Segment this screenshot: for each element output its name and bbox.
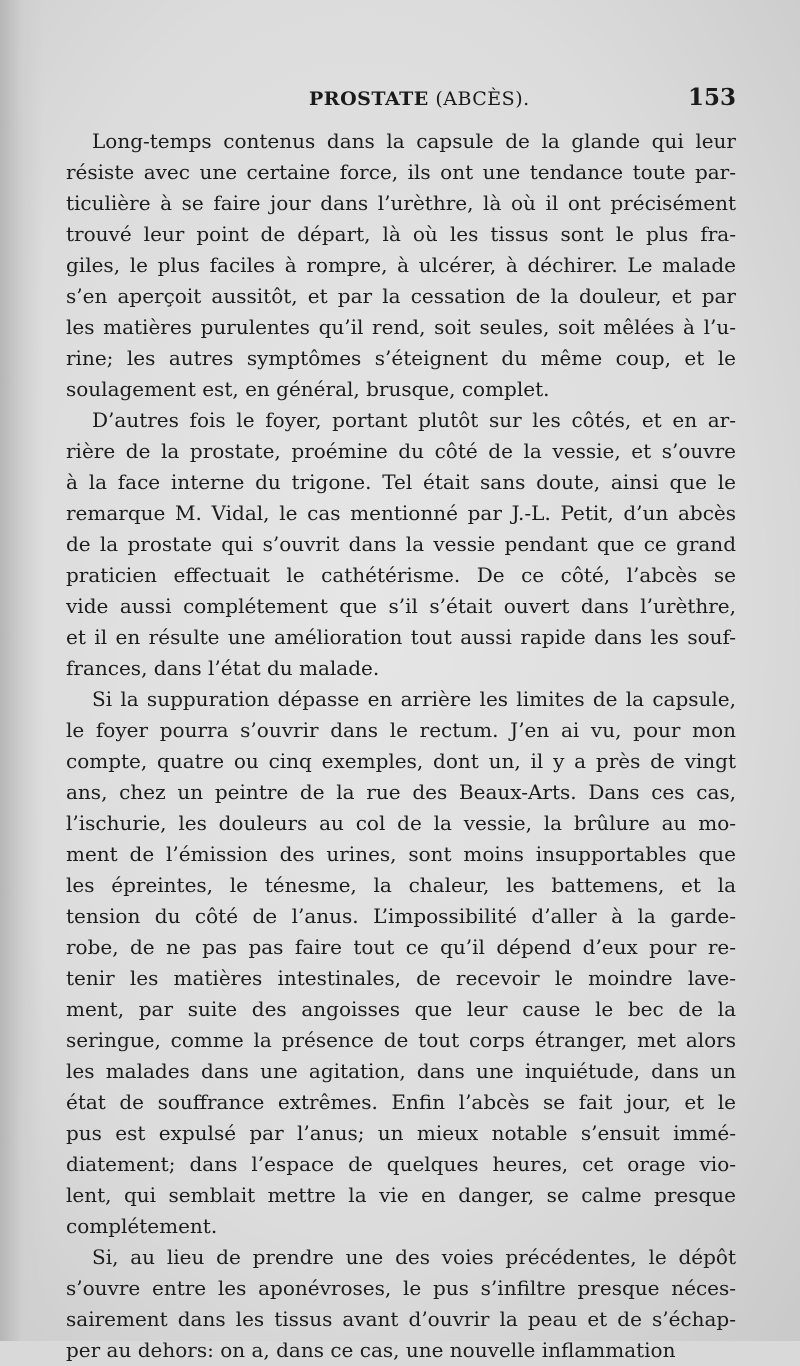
text-line: Long-temps contenus dans la capsule de la glande qui leur <box>92 129 736 153</box>
text-line: de la prostate qui s’ouvrit dans la vessie pendant que ce grand <box>66 532 736 556</box>
text-line: les malades dans une agitation, dans une inquiétude, dans un <box>66 1059 736 1083</box>
running-head-title: PROSTATE <box>309 88 429 110</box>
text-line: robe, de ne pas pas faire tout ce qu’il dépend d’eux pour re- <box>66 935 736 959</box>
text-line: complétement. <box>66 1214 218 1238</box>
text-line: Si la suppuration dépasse en arrière les limites de la capsule, <box>92 687 736 711</box>
text-line: ans, chez un peintre de la rue des Beaux-Arts. Dans ces cas, <box>66 780 736 804</box>
text-line: le foyer pourra s’ouvrir dans le rectum. J’en ai vu, pour mon <box>66 718 736 742</box>
paragraph <box>66 405 736 684</box>
text-line: sairement dans les tissus avant d’ouvrir la peau et de s’échap- <box>66 1307 736 1331</box>
text-line: frances, dans l’état du malade. <box>66 656 380 680</box>
text-line: état de souffrance extrêmes. Enfin l’abcès se fait jour, et le <box>66 1090 736 1114</box>
page-number: 153 <box>687 84 736 111</box>
text-line: per au dehors: on a, dans ce cas, une nouvelle inflammation <box>66 1338 676 1362</box>
text-line: résiste avec une certaine force, ils ont une tendance toute par- <box>66 160 736 184</box>
text-line: les matières purulentes qu’il rend, soit seules, soit mêlées à l’u- <box>66 315 736 339</box>
page-header <box>66 84 736 118</box>
text-line: compte, quatre ou cinq exemples, dont un, il y a près de vingt <box>66 749 736 773</box>
text-line: vide aussi complétement que s’il s’était ouvert dans l’urèthre, <box>66 594 736 618</box>
paragraph <box>66 684 736 1242</box>
text-line: remarque M. Vidal, le cas mentionné par J.-L. Petit, d’un abcès <box>66 501 736 525</box>
text-line: et il en résulte une amélioration tout aussi rapide dans les souf- <box>66 625 736 649</box>
text-line: s’ouvre entre les aponévroses, le pus s’infiltre presque néces- <box>66 1276 736 1300</box>
text-line: tension du côté de l’anus. L’impossibilité d’aller à la garde- <box>66 904 736 928</box>
text-line: ticulière à se faire jour dans l’urèthre, là où il ont précisément <box>66 191 736 215</box>
text-line: à la face interne du trigone. Tel était sans doute, ainsi que le <box>66 470 736 494</box>
text-line: ment, par suite des angoisses que leur cause le bec de la <box>66 997 736 1021</box>
text-line: rine; les autres symptômes s’éteignent du même coup, et le <box>66 346 736 370</box>
text-line: seringue, comme la présence de tout corps étranger, met alors <box>66 1028 736 1052</box>
text-line: tenir les matières intestinales, de recevoir le moindre lave- <box>66 966 736 990</box>
text-line: diatement; dans l’espace de quelques heures, cet orage vio- <box>66 1152 736 1176</box>
text-line: D’autres fois le foyer, portant plutôt sur les côtés, et en ar- <box>92 408 736 432</box>
text-line: soulagement est, en général, brusque, complet. <box>66 377 550 401</box>
text-line: trouvé leur point de départ, là où les tissus sont le plus fra- <box>66 222 736 246</box>
text-line: praticien effectuait le cathétérisme. De ce côté, l’abcès se <box>66 563 736 587</box>
text-line: lent, qui semblait mettre la vie en danger, se calme presque <box>66 1183 736 1207</box>
running-head-subtitle: (ABCÈS). <box>428 88 530 110</box>
text-line: pus est expulsé par l’anus; un mieux notable s’ensuit immé- <box>66 1121 736 1145</box>
text-line: Si, au lieu de prendre une des voies précédentes, le dépôt <box>92 1245 736 1269</box>
text-line: les épreintes, le ténesme, la chaleur, les battemens, et la <box>66 873 736 897</box>
body-text <box>66 126 736 1366</box>
text-line: s’en aperçoit aussitôt, et par la cessation de la douleur, et par <box>66 284 736 308</box>
text-line: rière de la prostate, proémine du côté de la vessie, et s’ouvre <box>66 439 736 463</box>
paragraph <box>66 1242 736 1366</box>
text-line: giles, le plus faciles à rompre, à ulcérer, à déchirer. Le malade <box>66 253 736 277</box>
text-line: ment de l’émission des urines, sont moins insupportables que <box>66 842 736 866</box>
running-head <box>309 88 530 110</box>
paragraph <box>66 126 736 405</box>
text-line: l’ischurie, les douleurs au col de la vessie, la brûlure au mo- <box>66 811 736 835</box>
spine-shadow <box>0 0 44 1341</box>
